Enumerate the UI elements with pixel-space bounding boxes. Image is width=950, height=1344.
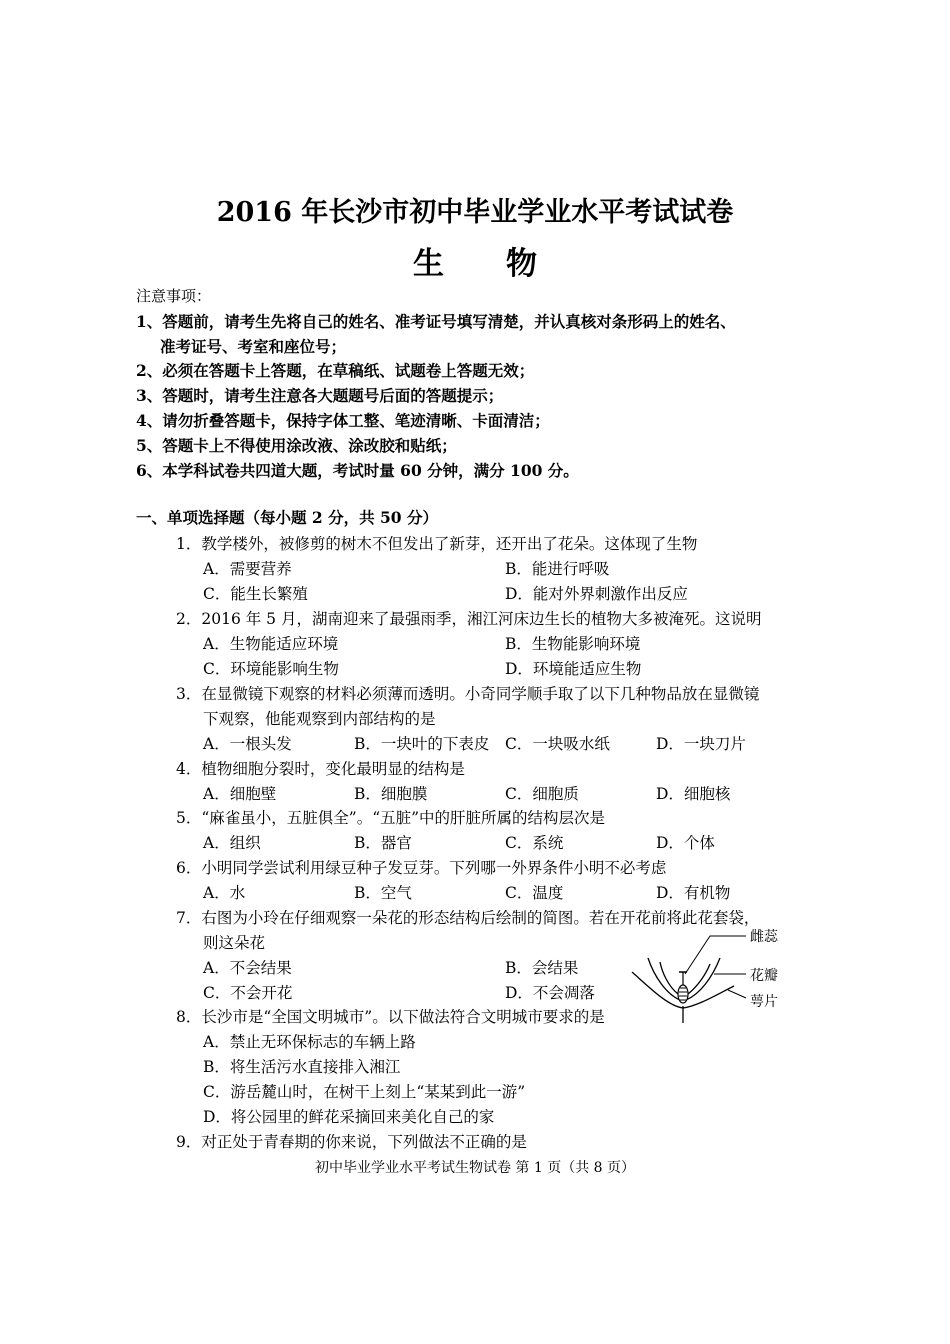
notice-heading: 注意事项： [136, 287, 212, 305]
label-sepal: 萼片 [750, 994, 778, 1010]
option: C．系统 [505, 834, 564, 852]
label-pistil: 雌蕊 [750, 929, 778, 945]
question-stem: 2．2016 年 5 月，湖南迎来了最强雨季，湘江河床边生长的植物大多被淹死。这说明 [176, 610, 762, 628]
option: C．温度 [505, 884, 564, 902]
notice-item: 准考证号、考室和座位号； [160, 337, 347, 356]
option: C．不会开花 [203, 984, 293, 1002]
label-petal: 花瓣 [750, 968, 778, 984]
option: A．需要营养 [203, 560, 292, 578]
option: C．环境能影响生物 [203, 660, 339, 678]
flower-diagram [628, 928, 798, 1028]
option: D．能对外界刺激作出反应 [505, 585, 688, 603]
notice-item: 1、答题前，请考生先将自己的姓名、准考证号填写清楚，并认真核对条形码上的姓名、 [136, 312, 736, 331]
petal-left-outer [648, 958, 680, 1000]
petal-right-inner [688, 964, 710, 994]
option: A．不会结果 [203, 959, 292, 977]
option: B．将生活污水直接排入湘江 [203, 1058, 401, 1076]
option: D．不会凋落 [505, 984, 595, 1002]
option: B．空气 [354, 884, 412, 902]
option: C．能生长繁殖 [203, 585, 308, 603]
option: C．细胞质 [505, 785, 579, 803]
question-stem: 1．教学楼外，被修剪的树木不但发出了新芽，还开出了花朵。这体现了生物 [176, 535, 698, 553]
option: D．一块刀片 [656, 735, 746, 753]
question-stem: 4．植物细胞分裂时，变化最明显的结构是 [176, 760, 465, 778]
question-stem: 5．“麻雀虽小，五脏俱全”。“五脏”中的肝脏所属的结构层次是 [176, 809, 606, 827]
option: B．能进行呼吸 [505, 560, 610, 578]
option: C．一块吸水纸 [505, 735, 610, 753]
option: A．组织 [203, 834, 261, 852]
option: D．将公园里的鲜花采摘回来美化自己的家 [203, 1108, 495, 1126]
page-footer: 初中毕业学业水平考试生物试卷 第 1 页（共 8 页） [314, 1160, 636, 1176]
option: C．游岳麓山时，在树干上刻上“某某到此一游” [203, 1083, 526, 1101]
option: A．一根头发 [203, 735, 292, 753]
question-stem-cont: 则这朵花 [203, 934, 266, 952]
page-title: 2016 年长沙市初中毕业学业水平考试试卷 [216, 197, 734, 228]
option: D．有机物 [656, 884, 731, 902]
option: D．细胞核 [656, 785, 731, 803]
question-stem: 7．右图为小玲在仔细观察一朵花的形态结构后绘制的简图。若在开花前将此花套袋， [176, 909, 760, 927]
option: D．个体 [656, 834, 715, 852]
option: A．禁止无环保标志的车辆上路 [203, 1033, 416, 1051]
option: A．水 [203, 884, 246, 902]
question-stem: 3．在显微镜下观察的材料必须薄而透明。小奇同学顺手取了以下几种物品放在显微镜 [176, 685, 760, 703]
option: A．生物能适应环境 [203, 635, 339, 653]
option: B．会结果 [505, 959, 579, 977]
section-heading: 一、单项选择题（每小题 2 分，共 50 分） [136, 508, 438, 527]
leader-sepal [728, 990, 746, 998]
option: B．器官 [354, 834, 412, 852]
question-stem-cont: 下观察，他能观察到内部结构的是 [203, 710, 436, 728]
question-stem: 6．小明同学尝试利用绿豆种子发豆芽。下列哪一外界条件小明不必考虑 [176, 859, 667, 877]
question-stem: 9．对正处于青春期的你来说，下列做法不正确的是 [176, 1133, 527, 1151]
option: B．一块叶的下表皮 [354, 735, 490, 753]
notice-item: 2、必须在答题卡上答题，在草稿纸、试题卷上答题无效； [136, 361, 535, 380]
option: D．环境能适应生物 [505, 660, 642, 678]
petal-left-inner [660, 962, 678, 994]
option: A．细胞壁 [203, 785, 277, 803]
option: B．细胞膜 [354, 785, 428, 803]
question-stem: 8．长沙市是“全国文明城市”。以下做法符合文明城市要求的是 [176, 1008, 605, 1026]
notice-item: 5、答题卡上不得使用涂改液、涂改胶和贴纸； [136, 436, 457, 455]
notice-item: 4、请勿折叠答题卡，保持字体工整、笔迹清晰、卡面清洁； [136, 411, 550, 430]
option: B．生物能影响环境 [505, 635, 641, 653]
subject-title: 生物 [413, 246, 599, 282]
notice-item: 3、答题时，请考生注意各大题题号后面的答题提示； [136, 386, 504, 405]
notice-item: 6、本学科试卷共四道大题，考试时量 60 分钟，满分 100 分。 [136, 461, 579, 480]
